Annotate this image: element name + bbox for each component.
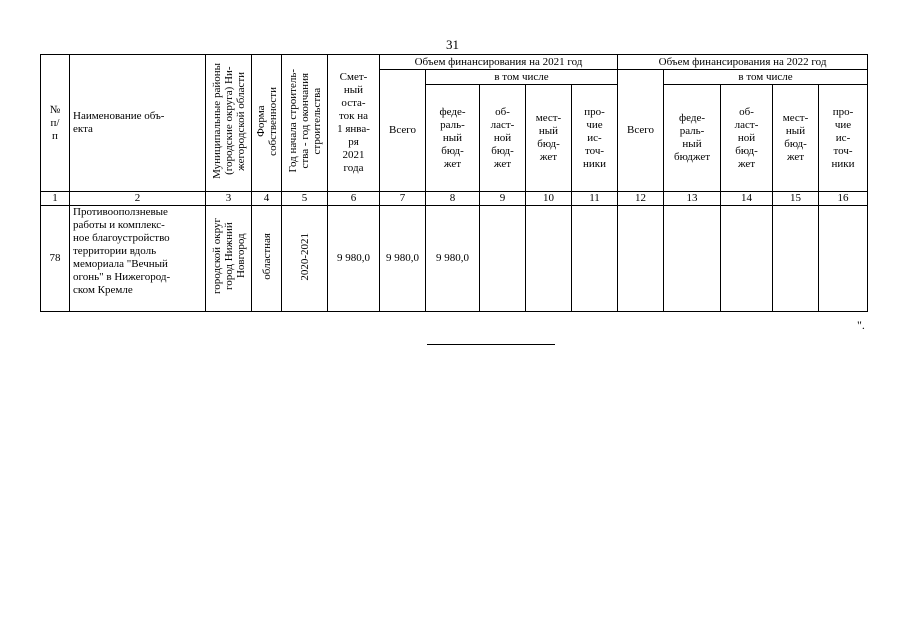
column-number: 2 [70, 192, 206, 206]
header-federal-2022: феде- раль- ный бюджет [664, 85, 721, 192]
column-number: 3 [206, 192, 252, 206]
header-total-2022: Всего [618, 70, 664, 192]
row-federal-2022 [664, 206, 721, 312]
column-number: 6 [328, 192, 380, 206]
column-number: 5 [282, 192, 328, 206]
row-federal-2021: 9 980,0 [426, 206, 480, 312]
header-including-2021: в том числе [426, 70, 618, 85]
header-group-2022: Объем финансирования на 2022 год [618, 55, 868, 70]
table-row [41, 206, 868, 312]
column-number-row [41, 192, 868, 206]
row-remainder: 9 980,0 [328, 206, 380, 312]
column-number: 4 [252, 192, 282, 206]
row-ownership: областная [252, 206, 282, 312]
column-number: 12 [618, 192, 664, 206]
row-object-name: Противооползневые работы и комплекс- ное благоустройство территории вдоль мемориала "Вечный огонь" в Нижегород- ском Кремле [70, 206, 206, 312]
header-federal-2021: феде- раль- ный бюд- жет [426, 85, 480, 192]
header-including-2022: в том числе [664, 70, 868, 85]
header-remainder: Смет- ный оста- ток на 1 янва- ря 2021 года [328, 55, 380, 192]
header-num: № п/ п [41, 55, 70, 192]
row-district: городской округ город Нижний Новгород [206, 206, 252, 312]
column-number: 13 [664, 192, 721, 206]
column-number: 8 [426, 192, 480, 206]
column-number: 16 [819, 192, 868, 206]
header-regional-2022: об- ласт- ной бюд- жет [721, 85, 773, 192]
row-other-2021 [572, 206, 618, 312]
financing-table [40, 54, 868, 312]
row-regional-2022 [721, 206, 773, 312]
header-local-2021: мест- ный бюд- жет [526, 85, 572, 192]
row-local-2021 [526, 206, 572, 312]
row-regional-2021 [480, 206, 526, 312]
header-years: Год начала строитель- ства - год окончания строительства [282, 55, 328, 192]
column-number: 9 [480, 192, 526, 206]
header-object-name: Наименование объ- екта [70, 55, 206, 192]
header-other-2021: про- чие ис- точ- ники [572, 85, 618, 192]
header-group-2021: Объем финансирования на 2021 год [380, 55, 618, 70]
column-number: 11 [572, 192, 618, 206]
closing-quote-mark: ". [857, 318, 865, 332]
column-number: 1 [41, 192, 70, 206]
header-district: Муниципальные районы (городские округа) Ни- жегородской области [206, 55, 252, 192]
column-number: 7 [380, 192, 426, 206]
row-total-2021: 9 980,0 [380, 206, 426, 312]
column-number: 14 [721, 192, 773, 206]
column-number: 10 [526, 192, 572, 206]
row-num: 78 [41, 206, 70, 312]
header-regional-2021: об- ласт- ной бюд- жет [480, 85, 526, 192]
separator-line [427, 344, 555, 345]
row-years: 2020-2021 [282, 206, 328, 312]
column-number: 15 [773, 192, 819, 206]
row-other-2022 [819, 206, 868, 312]
header-local-2022: мест- ный бюд- жет [773, 85, 819, 192]
page-number: 31 [446, 37, 459, 52]
row-local-2022 [773, 206, 819, 312]
header-ownership: Форма собственности [252, 55, 282, 192]
row-total-2022 [618, 206, 664, 312]
header-total-2021: Всего [380, 70, 426, 192]
header-other-2022: про- чие ис- точ- ники [819, 85, 868, 192]
